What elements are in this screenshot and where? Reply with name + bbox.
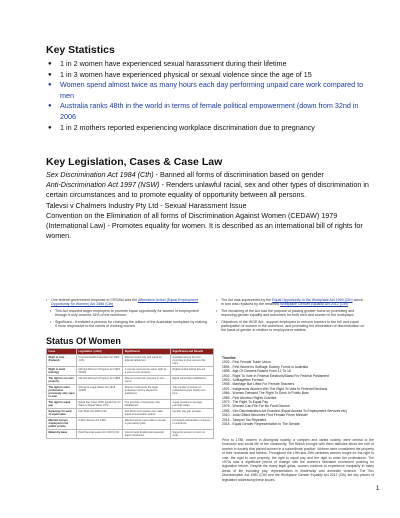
case-paragraph: Talevsi v Chalmers Industry Pty Ltd - Sexual Harassment Issue (46, 200, 247, 210)
list-item: • This Act required larger employers to promote equal opportunity for women in employment through it only covered 15% of the workforce. (46, 309, 208, 318)
note-text: The Act was superseded by the (221, 298, 273, 302)
row-header-cell: Right to vote (Federal) (47, 355, 77, 367)
legislation-heading: Key Legislation, Cases & Case Law (46, 156, 223, 168)
table-cell: Married Women's Property Act 1901 (NSW) (77, 367, 123, 376)
table-cell: Paid Parental Leave Act 2010 (Cth) (77, 430, 123, 439)
row-header-cell: The right to run own property (47, 376, 77, 385)
timeline-entry: 1969 - First Abortion Rights Granted (222, 395, 277, 400)
wge-act-link[interactable]: Workplace Gender Equality Act 2012 (Cth) (280, 302, 348, 307)
timeline-entry: 1972 - The Right To Equal Pay (222, 400, 269, 405)
ada-title: Anti-Discrimination Act 1997 (NSW) (46, 180, 160, 190)
table-cell: Increased participation of women in workforce. (171, 418, 214, 430)
table-cell: The principle of equal pay was established. (123, 400, 171, 409)
table-cell: Women's Legal Status Act 1918 (NSW) (77, 385, 123, 400)
row-header-cell: The right to equal pay (47, 400, 77, 409)
table-cell: A gap remains in average earnings today. (171, 400, 214, 409)
table-cell: A woman now has the same right as a man to own property. (123, 367, 171, 376)
timeline (222, 356, 372, 427)
table-cell: Fair Work Act 2009 (Cth) (77, 409, 123, 418)
table-row (47, 418, 214, 430)
table-row (47, 385, 214, 400)
timeline-entry: 1895 - Age Of Consent Raised From 12 To 16 (222, 369, 291, 374)
table-cell: Public Service Act 1966 (77, 418, 123, 430)
timeline-entry: 1902 - First Female Trade Union (222, 360, 271, 365)
table-cell: Government-funded paid parental leave introduced. (123, 430, 171, 439)
table-cell: Supports women to return to work. (171, 430, 214, 439)
timeline-entry: 1894 - First Women's Suffrage Society Forms in Australia (222, 364, 308, 369)
table-cell: Women could own property in own name. (123, 376, 171, 385)
history-paragraph: Prior to 1788, women in Aboriginal society, a complex and varied society, were central to the economic and social life of the community. The British brought with them attitudes about the role of women in society that placed women in a subordinate position. Women were considered the property of their husbands and fathers. Throughout the 19th and 20th centuries women fought for the right to vote, the right to own property, the right to equal pay and the right to enter the professions. The 1970s saw a significant period of change with the women's liberation movement pushing for legislative reform. Despite the many legal gains, women continue to experience inequality in many areas of life including pay, representation in leadership and domestic violence. The Sex Discrimination Act 1984 (Cth) and the Workplace Gender Equality Act 2012 (Cth) are key pieces of legislation addressing these issues. (222, 438, 374, 482)
timeline-entry: 1903 - Suffragettes Formed (222, 378, 264, 383)
table-row (47, 409, 214, 418)
key-statistics-heading: Key Statistics (46, 44, 115, 56)
sda-text: - Banned all forms of discrimination based on gender (153, 170, 324, 179)
row-header-cell: The right to enter professions previously only open to men (47, 385, 77, 400)
column-header: Legislation / policy (77, 349, 123, 355)
table-row (47, 400, 214, 409)
column-header: Significance and Results (171, 349, 214, 355)
table-cell: Equal Pay Case 1969; Equal Pay for Work of Equal Value 1972 (77, 400, 123, 409)
row-header-cell: Right to work (mining) (47, 367, 77, 376)
table-cell: Married women were able to remain in permanent jobs. (123, 418, 171, 430)
table-cell: Women could enter the legal profession and be elected to parliament. (123, 385, 171, 400)
row-header-cell: Equal pay for work of equal value (47, 409, 77, 418)
timeline-entry: 1908 - Marriage Bar Lifted For Female Teachers (222, 382, 295, 387)
list-item: • Significant - it enabled a process for changing the culture of the Australian workplace by making it more responsive to the needs of working women. (46, 320, 208, 329)
table-row (47, 376, 214, 385)
aa-act-link[interactable]: Affirmative Action (Equal Employment Opportunity for Women) Act 1986 (Cth) (51, 298, 199, 307)
timeline-entry: 1902 - Right To Vote In Federal Elections/Stand For Federal Parliament (222, 373, 329, 378)
table-cell: Fair Work Commission can make equal remuneration orders. (123, 409, 171, 418)
list-item: ● Women spend almost twice as many hours each day performing unpaid care work compared to men (46, 80, 376, 101)
sda-paragraph (46, 170, 376, 180)
note-text: One federal government response to CEDAW was the (51, 298, 138, 302)
timeline-list (222, 360, 372, 426)
timeline-entry: 2014 - Tampon Tax Repealed (222, 417, 267, 422)
row-header-cell: Married women employed in the public service (47, 418, 77, 430)
table-cell: The number of women in professions grew slowly over time. (171, 385, 214, 400)
left-notes-column (46, 298, 208, 330)
column-header: Issue (47, 349, 77, 355)
page-number: 1 (376, 486, 380, 492)
table-cell: Rights limited before this act. (171, 367, 214, 376)
statistics-list (46, 59, 376, 133)
list-item: • Objectives of the WGE Act - support employers to remove barriers to the full and equal participation of women in the workforce, and promoting the elimination of discrimination on the basis of gender in relation to employment matters. (216, 320, 366, 333)
list-item (46, 298, 208, 307)
ada-text: - Renders unlawful racial, sex and other types of discrimination in certain circumstances and to promote equality of opportunity between all persons. (46, 180, 369, 200)
table-body (47, 355, 214, 439)
timeline-entry: 2018 - Equal Gender Representation In The Senate (222, 422, 300, 427)
timeline-entry: 1975 - Women Can File For No Fault Divorce (222, 404, 290, 409)
list-item: ● 1 in 2 women have experienced sexual harassment during their lifetime (46, 59, 376, 70)
row-header-cell: Maternity leave (47, 430, 77, 439)
list-item: ● 1 in 2 mothers reported experiencing workplace discrimination due to pregnancy (46, 123, 376, 134)
cedaw-paragraph: Convention on the Elimination of all forms of Discrimination Against Women (CEDAW) 1979 (International Law) - Promotes equality for women. It is described as an international bill of rights for women. (46, 210, 363, 241)
timeline-entry: 2010 - Julia Gillard Becomes First Female Prime Minister (222, 413, 308, 418)
legislation-block (46, 170, 376, 241)
right-notes-column (216, 298, 366, 335)
list-item: • The remaining of the Act had the purpose of placing greater focus on promoting and improving gender equality and outcomes for both men and women in the workplace. (216, 309, 366, 318)
list-item (216, 298, 366, 307)
timeline-title: Timeline (222, 356, 236, 360)
list-item: ● Australia ranks 48th in the world in terms of female political empowerment (down from 32nd in 2006 (46, 101, 376, 122)
status-table (46, 348, 214, 439)
eow-act-link[interactable]: Equal Opportunity in the Workplace Act 1999 (Cth) (272, 298, 353, 302)
table-cell: Gender pay gap persists. (171, 409, 214, 418)
table-cell: Equal ownership established. (171, 376, 214, 385)
table-cell: Australia among the first countries to give women this right. (171, 355, 214, 367)
table-row (47, 355, 214, 367)
list-item: ● 1 in 3 women have experienced physical or sexual violence since the age of 15 (46, 70, 376, 81)
table-cell: Women could vote and stand for federal parliament. (123, 355, 171, 367)
timeline-entry: 1984 - Sex Discrimination Act Enacted (Equal Access To Employment Services etc) (222, 408, 347, 413)
note-text: which in turn was replaced by the renamed (221, 298, 363, 307)
column-header: Significance (123, 349, 171, 355)
table-row (47, 430, 214, 439)
timeline-entry: 1966 - Women Demand The Right To Drink In Public Bars (222, 391, 309, 396)
sda-title: Sex Discrimination Act 1984 (Cth) (46, 170, 154, 179)
timeline-entry: 1921 - Indigenous Women Win The Right To Vote In Federal Elections (222, 386, 328, 391)
table-cell: Married Women's Property Act 1893 (77, 376, 123, 385)
status-of-women-heading: Status Of Women (46, 336, 121, 346)
ada-paragraph (46, 180, 376, 200)
table-row (47, 367, 214, 376)
table-cell: Commonwealth Franchise Act 1902 (Cth) (77, 355, 123, 367)
